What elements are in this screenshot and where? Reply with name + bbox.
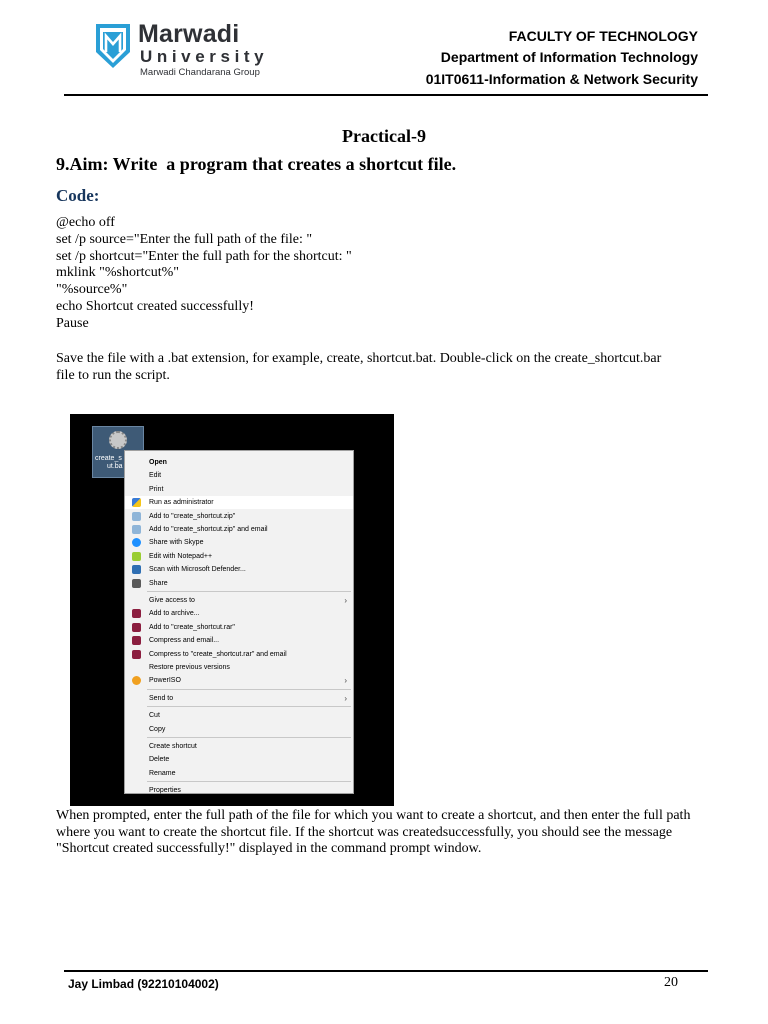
- mu-shield-logo-icon: [94, 22, 132, 70]
- context-menu-item[interactable]: [125, 692, 353, 705]
- footer-divider: [64, 970, 708, 972]
- context-menu-item[interactable]: [125, 621, 353, 634]
- context-menu-item-label: PowerISO: [149, 677, 181, 685]
- code-line: set /p shortcut="Enter the full path for the shortcut: ": [56, 248, 352, 264]
- shield-icon: [132, 498, 141, 507]
- context-menu-item[interactable]: [125, 648, 353, 661]
- menu-separator: [147, 737, 351, 738]
- context-menu-item-label: Add to "create_shortcut.zip": [149, 512, 236, 520]
- aim-heading: 9.Aim: Write a program that creates a shortcut file.: [56, 154, 457, 174]
- context-menu-item[interactable]: [125, 740, 353, 753]
- code-line: "%source%": [56, 282, 128, 298]
- context-menu-item-label: Edit with Notepad++: [149, 552, 213, 560]
- save-instructions: Save the file with a .bat extension, for example, create, shortcut.bat. Double-click on the create_shortcut.bar file to run the script.: [56, 351, 662, 383]
- context-menu-item[interactable]: [125, 723, 353, 736]
- practical-title: Practical-9: [342, 126, 426, 146]
- context-menu-item-label: Create shortcut: [149, 743, 197, 750]
- code-line: Pause: [56, 315, 89, 331]
- context-menu-item-label: Add to "create_shortcut.zip" and email: [149, 526, 268, 533]
- logo-group-name: Marwadi Chandarana Group: [140, 67, 260, 78]
- footer-author: Jay Limbad (92210104002): [68, 977, 219, 991]
- menu-separator: [147, 689, 351, 690]
- logo-word-marwadi: Marwadi: [138, 20, 240, 48]
- context-menu-item[interactable]: [125, 784, 353, 797]
- chevron-right-icon: ›: [344, 596, 347, 605]
- prompt-instructions: When prompted, enter the full path of the file for which you want to create a shortcut, and then enter the full path where you want to create the shortcut file. If the shortcut was createdsuccessfully, you should see the message "Shortcut created successfully!" displayed in the command prompt window.: [56, 808, 691, 857]
- context-menu-item-label: Properties: [149, 787, 181, 795]
- context-menu-item[interactable]: [125, 594, 353, 607]
- context-menu-item[interactable]: [125, 661, 353, 674]
- context-menu-item-label: Add to "create_shortcut.rar": [149, 623, 235, 631]
- context-menu-item-label: Scan with Microsoft Defender...: [149, 566, 246, 574]
- university-logo: [94, 22, 274, 80]
- code-line: echo Shortcut created successfully!: [56, 298, 254, 314]
- context-menu-item-label: Run as administrator: [149, 499, 214, 507]
- code-heading: Code:: [56, 186, 100, 205]
- menu-separator: [147, 706, 351, 707]
- context-menu-item-label: Compress to "create_shortcut.rar" and email: [149, 650, 287, 658]
- code-line: mklink "%shortcut%": [56, 265, 180, 281]
- menu-separator: [147, 591, 351, 592]
- code-line: @echo off: [56, 215, 115, 230]
- header-faculty: FACULTY OF TECHNOLOGY: [508, 28, 698, 44]
- context-menu-item-label: Share: [149, 579, 168, 587]
- context-menu-screenshot: [70, 414, 394, 806]
- winzip-icon: [132, 525, 141, 534]
- context-menu-item[interactable]: [125, 709, 353, 722]
- context-menu-item[interactable]: [125, 563, 353, 576]
- defender-icon: [132, 565, 141, 574]
- context-menu-item[interactable]: [125, 469, 353, 482]
- winzip-icon: [132, 512, 141, 521]
- file-label: create_s ut.ba: [95, 455, 123, 470]
- winrar-icon: [132, 636, 141, 645]
- context-menu-item-label: Give access to: [149, 597, 195, 604]
- context-menu-item-label: Rename: [149, 769, 176, 777]
- code-line: set /p source="Enter the full path of the file: ": [56, 231, 313, 247]
- context-menu-item[interactable]: [125, 550, 353, 563]
- logo-word-university: University: [140, 47, 269, 66]
- context-menu-item[interactable]: [125, 483, 353, 496]
- winrar-icon: [132, 623, 141, 632]
- page-number: 20: [664, 975, 678, 990]
- gear-icon: [109, 431, 127, 449]
- context-menu-item-label: Open: [149, 459, 167, 466]
- context-menu-item-label: Restore previous versions: [149, 664, 230, 671]
- context-menu-item-label: Send to: [149, 694, 174, 702]
- context-menu-item[interactable]: [125, 767, 353, 780]
- context-menu-item[interactable]: [125, 456, 353, 469]
- context-menu-item-label: Print: [149, 485, 164, 493]
- context-menu-item-label: Cut: [149, 712, 160, 720]
- context-menu-item-label: Delete: [149, 756, 170, 764]
- context-menu-item[interactable]: [125, 536, 353, 549]
- context-menu-item[interactable]: [125, 523, 353, 536]
- winrar-icon: [132, 650, 141, 659]
- context-menu-item[interactable]: [125, 607, 353, 620]
- menu-separator: [147, 781, 351, 782]
- skype-icon: [132, 538, 141, 547]
- notepad-icon: [132, 552, 141, 561]
- chevron-right-icon: ›: [344, 693, 347, 703]
- context-menu-item[interactable]: [125, 496, 353, 509]
- share-icon: [132, 579, 141, 588]
- header-course: 01IT0611-Information & Network Security: [425, 71, 698, 87]
- context-menu-item[interactable]: [125, 674, 353, 687]
- context-menu-item-label: Copy: [149, 725, 166, 733]
- context-menu: [124, 450, 354, 794]
- code-block: [56, 215, 352, 333]
- context-menu-item-label: Compress and email...: [149, 637, 220, 645]
- context-menu-item-label: Share with Skype: [149, 539, 204, 547]
- winrar-icon: [132, 609, 141, 618]
- context-menu-item-label: Add to archive...: [149, 610, 200, 618]
- context-menu-item[interactable]: [125, 510, 353, 523]
- poweriso-icon: [132, 676, 141, 685]
- chevron-right-icon: ›: [344, 676, 347, 686]
- header-department: Department of Information Technology: [440, 49, 698, 65]
- context-menu-item[interactable]: [125, 753, 353, 766]
- header-divider: [64, 94, 708, 96]
- context-menu-item[interactable]: [125, 634, 353, 647]
- context-menu-item-label: Edit: [149, 472, 162, 480]
- context-menu-item[interactable]: [125, 577, 353, 590]
